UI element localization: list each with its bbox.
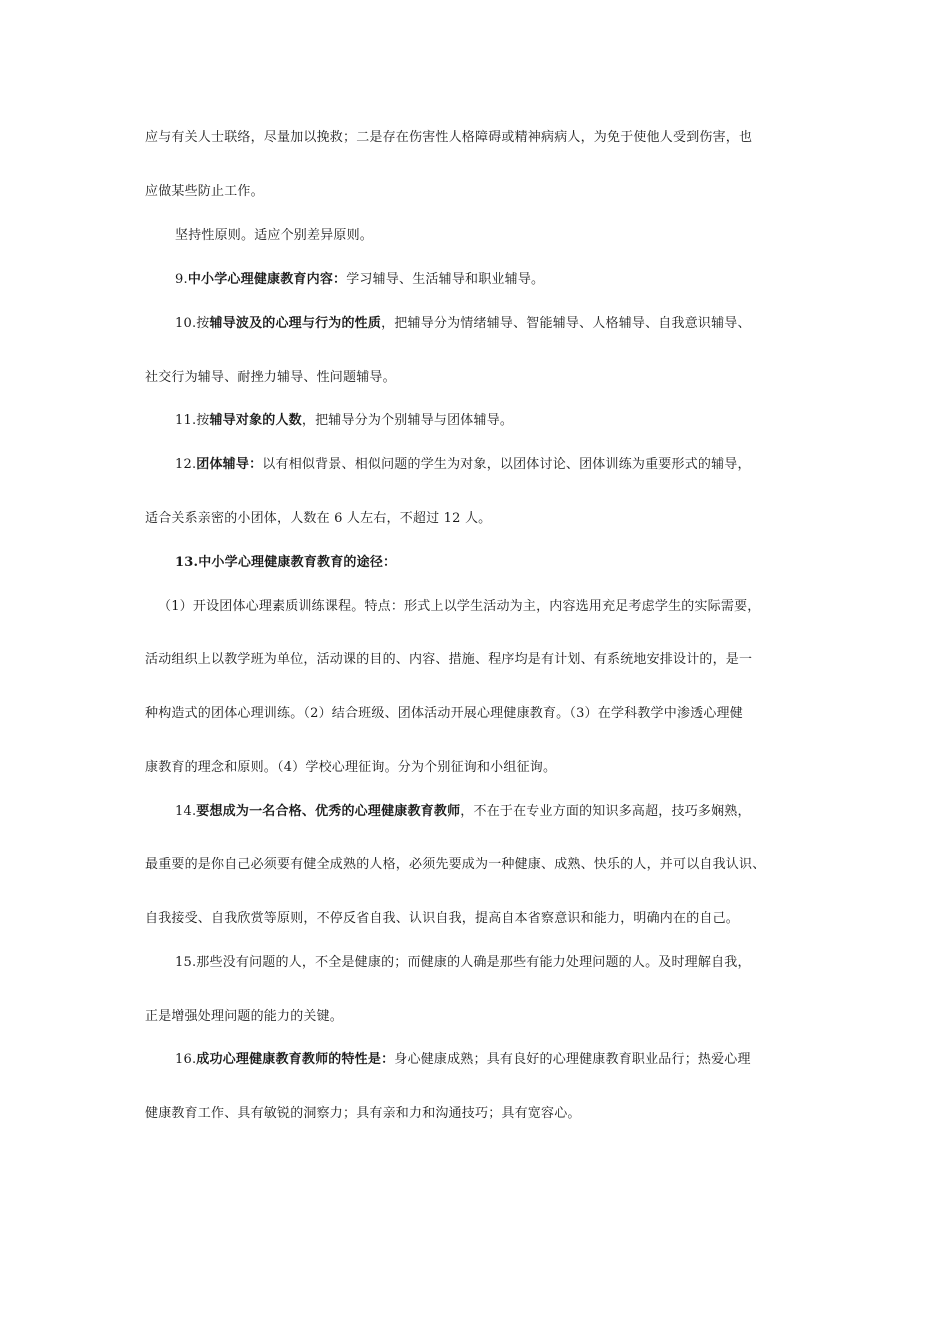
- text-span: 应做某些防止工作。: [145, 184, 264, 199]
- text-span: 12.: [175, 457, 197, 472]
- paragraph-line: [175, 455, 825, 475]
- text-span: ，把辅导分为情绪辅导、智能辅导、人格辅导、自我意识辅导、: [381, 316, 751, 331]
- paragraph-line: [175, 226, 825, 246]
- paragraph-line: [175, 314, 825, 334]
- paragraph-line: [145, 758, 825, 778]
- text-span: 14.: [175, 804, 197, 819]
- text-span: 11.按: [175, 413, 210, 428]
- text-span: 自我接受、自我欣赏等原则，不停反省自我、认识自我，提高自本省察意识和能力，明确内在的自己。: [145, 911, 740, 926]
- text-span: 应与有关人士联络，尽量加以挽救；二是存在伤害性人格障碍或精神病病人，为免于使他人受到伤害，也: [145, 130, 753, 145]
- text-span: （1）开设团体心理素质训练课程。特点：形式上以学生活动为主，内容选用充足考虑学生的实际需要，: [158, 599, 761, 614]
- text-span: 适合关系亲密的小团体，人数在 6 人左右，不超过 12 人。: [145, 511, 492, 526]
- text-span: 9.: [175, 272, 188, 287]
- paragraph-line: [175, 953, 825, 973]
- paragraph-line: [158, 597, 825, 617]
- bold-heading-span: 13.中小学心理健康教育教育的途径：: [175, 555, 397, 570]
- text-span: 活动组织上以教学班为单位，活动课的目的、内容、措施、程序均是有计划、有系统地安排设计的，是一: [145, 652, 753, 667]
- section-heading: [175, 553, 825, 573]
- paragraph-line: [145, 509, 825, 529]
- text-span: 正是增强处理问题的能力的关键。: [145, 1009, 344, 1024]
- text-span: 最重要的是你自己必须要有健全成熟的人格，必须先要成为一种健康、成熟、快乐的人，并可以自我认识、: [145, 857, 766, 872]
- paragraph-line: [145, 128, 825, 148]
- paragraph-line: [175, 802, 825, 822]
- paragraph-line: [145, 855, 825, 875]
- text-span: 种构造式的团体心理训练。（2）结合班级、团体活动开展心理健康教育。（3）在学科教学中渗透心理健: [145, 706, 743, 721]
- paragraph-line: [145, 650, 825, 670]
- text-span: 坚持性原则。适应个别差异原则。: [175, 228, 374, 243]
- bold-heading-span: 要想成为一名合格、优秀的心理健康教育教师: [196, 804, 461, 819]
- text-span: 健康教育工作、具有敏锐的洞察力；具有亲和力和沟通技巧；具有宽容心。: [145, 1106, 581, 1121]
- bold-heading-span: 辅导波及的心理与行为的性质: [209, 316, 382, 331]
- text-span: ，把辅导分为个别辅导与团体辅导。: [301, 413, 514, 428]
- text-span: 以有相似背景、相似问题的学生为对象，以团体讨论、团体训练为重要形式的辅导，: [262, 457, 751, 472]
- text-span: 15.那些没有问题的人，不全是健康的；而健康的人确是那些有能力处理问题的人。及时理解自我，: [175, 955, 751, 970]
- text-span: 康教育的理念和原则。（4）学校心理征询。分为个别征询和小组征询。: [145, 760, 557, 775]
- paragraph-line: [145, 909, 825, 929]
- bold-heading-span: 辅导对象的人数: [209, 413, 302, 428]
- paragraph-line: [175, 411, 825, 431]
- paragraph-line: [145, 368, 825, 388]
- paragraph-line: [175, 1050, 825, 1070]
- paragraph-line: [145, 1104, 825, 1124]
- paragraph-line: [145, 704, 825, 724]
- text-span: 身心健康成熟；具有良好的心理健康教育职业品行；热爱心理: [394, 1052, 751, 1067]
- text-span: 社交行为辅导、耐挫力辅导、性问题辅导。: [145, 370, 396, 385]
- bold-heading-span: 成功心理健康教育教师的特性是：: [196, 1052, 395, 1067]
- bold-heading-span: 团体辅导：: [196, 457, 263, 472]
- text-span: 10.按: [175, 316, 210, 331]
- paragraph-line: [175, 270, 825, 290]
- text-span: 学习辅导、生活辅导和职业辅导。: [346, 272, 545, 287]
- text-span: ，不在于在专业方面的知识多高超，技巧多娴熟，: [460, 804, 751, 819]
- paragraph-line: [145, 1007, 825, 1027]
- bold-heading-span: 中小学心理健康教育内容：: [187, 272, 347, 287]
- text-span: 16.: [175, 1052, 197, 1067]
- paragraph-line: [145, 182, 825, 202]
